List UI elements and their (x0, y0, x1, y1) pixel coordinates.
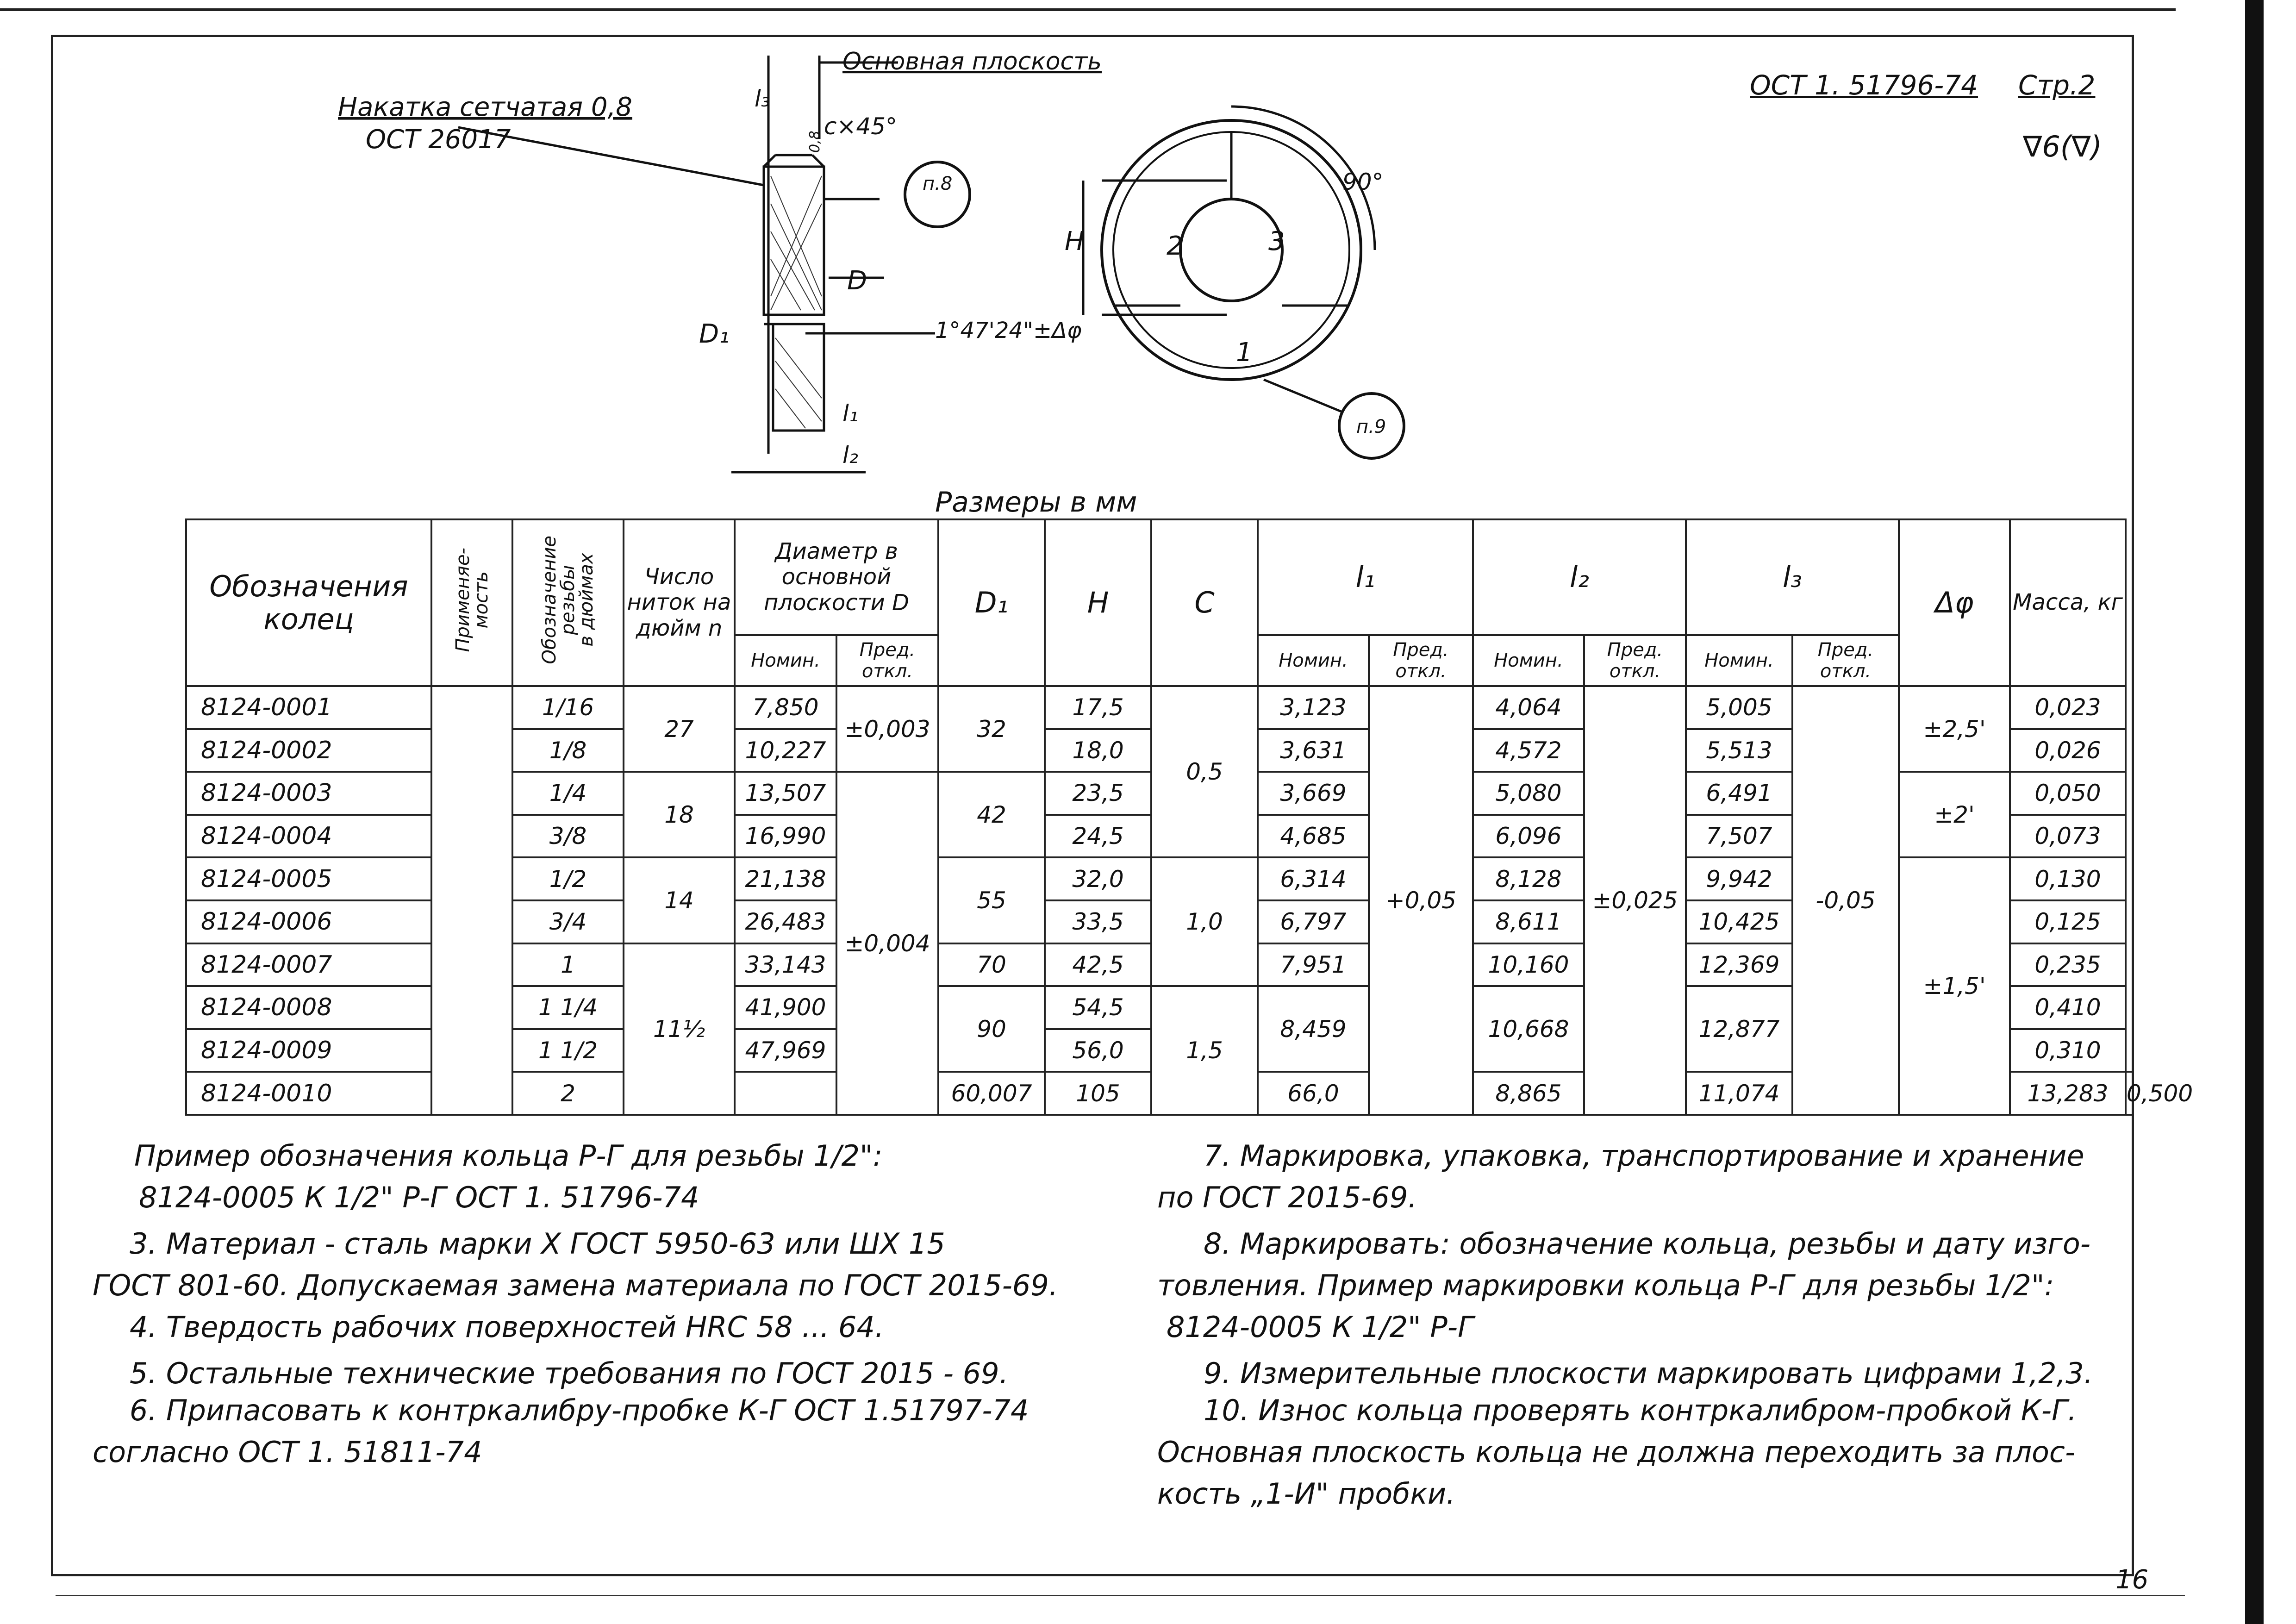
ring-code: 8124-0004 (186, 815, 431, 858)
D-nominal: 60,007 (938, 1072, 1045, 1115)
thread-size: 1 1/4 (512, 986, 624, 1029)
D-nominal: 7,850 (735, 686, 836, 729)
mass: 0,310 (2010, 1029, 2126, 1072)
l1-nominal: 3,669 (1258, 772, 1369, 815)
header-l2-tolerance: Пред. откл. (1584, 635, 1686, 686)
table-row (186, 686, 2133, 729)
header-diameter-D: Диаметр в основной плоскости D (735, 519, 938, 635)
note-6-line-2: согласно ОСТ 1. 51811-74 (93, 1435, 482, 1469)
l2-nominal: 4,064 (1473, 686, 1584, 729)
sector-1: 1 (1236, 337, 1253, 368)
H-value: 32,0 (1045, 857, 1151, 900)
l1-nominal: 6,314 (1258, 857, 1369, 900)
mass: 0,410 (2010, 986, 2126, 1029)
ring-code: 8124-0006 (186, 900, 431, 943)
mass: 0,235 (2010, 943, 2126, 987)
delta-phi: ±1,5' (1899, 857, 2010, 1115)
note-8-line-2: товления. Пример маркировки кольца Р-Г для резьбы 1/2": (1157, 1268, 2054, 1302)
header-l1: l₁ (1258, 519, 1473, 635)
l2-nominal: 10,668 (1473, 986, 1584, 1072)
document-code: ОСТ 1. 51796-74 (1750, 69, 1978, 101)
header-C: C (1151, 519, 1258, 686)
l1-nominal: 3,631 (1258, 729, 1369, 772)
header-thread-inch: Обозначение резьбы в дюймах (512, 519, 624, 686)
header-D1: D₁ (938, 519, 1045, 686)
H-value: 24,5 (1045, 815, 1151, 858)
threads-per-inch: 27 (624, 686, 735, 772)
mass: 0,050 (2010, 772, 2126, 815)
D-tolerance: ±0,004 (836, 772, 938, 1115)
l3-nominal: 9,942 (1686, 857, 1792, 900)
note-10-line-1: 10. Износ кольца проверять контркалибром-пробкой К-Г. (1204, 1393, 2077, 1427)
thread-size: 1/4 (512, 772, 624, 815)
header-delta-phi: Δφ (1899, 519, 2010, 686)
main-plane-label: Основная плоскость (842, 48, 1102, 75)
note-8-line-1: 8. Маркировать: обозначение кольца, резьбы и дату изго- (1204, 1227, 2091, 1261)
H-value: 42,5 (1045, 943, 1151, 987)
mass: 0,073 (2010, 815, 2126, 858)
dim-D1: D₁ (699, 319, 730, 349)
mass: 0,130 (2010, 857, 2126, 900)
thread-size: 1/16 (512, 686, 624, 729)
dim-l2: l₂ (842, 442, 858, 468)
l1-nominal: 8,865 (1473, 1072, 1584, 1115)
mass: 0,125 (2010, 900, 2126, 943)
H-value: 56,0 (1045, 1029, 1151, 1072)
thread-size: 1/2 (512, 857, 624, 900)
table-caption: Размеры в мм (935, 486, 1137, 518)
note-8-line-3: 8124-0005 К 1/2" Р-Г (1167, 1310, 1474, 1344)
l3-nominal: 5,005 (1686, 686, 1792, 729)
D1-value: 105 (1045, 1072, 1151, 1115)
D1-value: 55 (938, 857, 1045, 943)
roughness-08: 0,8 (807, 131, 823, 153)
H-value: 54,5 (1045, 986, 1151, 1029)
l1-tolerance: +0,05 (1369, 686, 1473, 1115)
note-7-line-2: по ГОСТ 2015-69. (1157, 1181, 1417, 1214)
l3-nominal: 7,507 (1686, 815, 1792, 858)
dim-l1: l₁ (842, 400, 858, 427)
header-l1-tolerance: Пред. откл. (1369, 635, 1473, 686)
D1-value: 90 (938, 986, 1045, 1072)
mass: 0,023 (2010, 686, 2126, 729)
D-nominal: 41,900 (735, 986, 836, 1029)
threads-per-inch: 11½ (624, 943, 735, 1115)
l3-nominal: 12,369 (1686, 943, 1792, 987)
ring-code: 8124-0005 (186, 857, 431, 900)
D-nominal: 21,138 (735, 857, 836, 900)
angle-90: 90° (1342, 169, 1384, 195)
note-6-line-1: 6. Припасовать к контркалибру-пробке К-Г ОСТ 1.51797-74 (130, 1393, 1029, 1427)
note-5: 5. Остальные технические требования по ГОСТ 2015 - 69. (130, 1356, 1009, 1390)
l2-nominal: 4,572 (1473, 729, 1584, 772)
ring-code: 8124-0001 (186, 686, 431, 729)
l2-nominal: 6,096 (1473, 815, 1584, 858)
D-tolerance: ±0,003 (836, 686, 938, 772)
l1-nominal: 4,685 (1258, 815, 1369, 858)
l3-nominal: 6,491 (1686, 772, 1792, 815)
l3-nominal: 13,283 (2010, 1072, 2126, 1115)
scan-edge-bar (2245, 0, 2264, 1624)
mass: 0,026 (2010, 729, 2126, 772)
header-D-nominal: Номин. (735, 635, 836, 686)
threads-per-inch: 14 (624, 857, 735, 943)
dim-D: D (847, 266, 867, 296)
thread-size: 1 1/2 (512, 1029, 624, 1072)
header-D-tolerance: Пред. откл. (836, 635, 938, 686)
header-designation: Обозначения колец (186, 519, 431, 686)
D1-value: 32 (938, 686, 1045, 772)
l2-nominal: 8,611 (1473, 900, 1584, 943)
note-9: 9. Измерительные плоскости маркировать цифрами 1,2,3. (1204, 1356, 2093, 1390)
D-nominal: 13,507 (735, 772, 836, 815)
threads-per-inch: 18 (624, 772, 735, 857)
page-number: 16 (2115, 1565, 2149, 1595)
bottom-edge-line (56, 1595, 2185, 1596)
roughness-symbol: ∇6(∇) (2023, 130, 2102, 163)
header-l3-tolerance: Пред. откл. (1792, 635, 1899, 686)
D1-value: 42 (938, 772, 1045, 857)
D1-value: 70 (938, 943, 1045, 987)
l2-tolerance: ±0,025 (1584, 686, 1686, 1115)
header-applicability: Применяе- мость (431, 519, 512, 686)
thread-size: 1 (512, 943, 624, 987)
header-l1-nominal: Номин. (1258, 635, 1369, 686)
note-3-line-2: ГОСТ 801-60. Допускаемая замена материала по ГОСТ 2015-69. (93, 1268, 1058, 1302)
header-l2-nominal: Номин. (1473, 635, 1584, 686)
delta-phi: ±2' (1899, 772, 2010, 857)
thread-size: 3/8 (512, 815, 624, 858)
header-l3-nominal: Номин. (1686, 635, 1792, 686)
l1-nominal: 6,797 (1258, 900, 1369, 943)
l2-nominal: 11,074 (1686, 1072, 1792, 1115)
l3-tolerance: -0,05 (1792, 686, 1899, 1115)
D-nominal: 33,143 (735, 943, 836, 987)
knurl-label: Накатка сетчатая 0,8 (338, 92, 632, 122)
thread-size: 3/4 (512, 900, 624, 943)
l3-nominal: 12,877 (1686, 986, 1792, 1072)
l3-nominal: 10,425 (1686, 900, 1792, 943)
dim-l3: l₃ (755, 85, 770, 112)
ring-code: 8124-0007 (186, 943, 431, 987)
l2-nominal: 5,080 (1473, 772, 1584, 815)
D-nominal: 16,990 (735, 815, 836, 858)
ring-code: 8124-0009 (186, 1029, 431, 1072)
header-H: H (1045, 519, 1151, 686)
ring-code: 8124-0002 (186, 729, 431, 772)
top-edge-line (0, 8, 2176, 11)
D-nominal: 26,483 (735, 900, 836, 943)
H-value: 33,5 (1045, 900, 1151, 943)
mass: 0,500 (2126, 1072, 2133, 1115)
thread-size: 1/8 (512, 729, 624, 772)
H-value: 23,5 (1045, 772, 1151, 815)
sector-2: 2 (1167, 231, 1183, 261)
example-title: Пример обозначения кольца Р-Г для резьбы 1/2": (134, 1139, 883, 1173)
gauge-spec-table (185, 518, 2193, 1116)
header-threads-per-inch: Число ниток на дюйм n (624, 519, 735, 686)
C-value: 1,5 (1151, 986, 1258, 1115)
chamfer-label: с×45° (824, 113, 898, 140)
angle-tolerance-label: 1°47'24"±Δφ (935, 318, 1082, 344)
ref-note-9: п.9 (1356, 416, 1386, 437)
C-value: 0,5 (1151, 686, 1258, 857)
ring-gauge-drawing (296, 37, 1500, 491)
threads-per-inch-empty (735, 1072, 836, 1115)
note-10-line-3: кость „1-И" пробки. (1157, 1477, 1455, 1511)
header-l3: l₃ (1686, 519, 1899, 635)
H-value: 66,0 (1258, 1072, 1369, 1115)
D-nominal: 10,227 (735, 729, 836, 772)
ref-note-8: п.8 (923, 173, 953, 194)
header-mass: Масса, кг (2010, 519, 2126, 686)
note-7-line-1: 7. Маркировка, упаковка, транспортирование и хранение (1204, 1139, 2084, 1173)
note-10-line-2: Основная плоскость кольца не должна переходить за плос- (1157, 1435, 2076, 1469)
l2-nominal: 10,160 (1473, 943, 1584, 987)
H-value: 18,0 (1045, 729, 1151, 772)
sector-3: 3 (1268, 226, 1285, 256)
note-4: 4. Твердость рабочих поверхностей HRC 58 ... 64. (130, 1310, 884, 1344)
delta-phi: ±2,5' (1899, 686, 2010, 772)
D-nominal: 47,969 (735, 1029, 836, 1072)
dim-H: H (1065, 226, 1085, 256)
thread-size: 2 (512, 1072, 624, 1115)
l3-nominal: 5,513 (1686, 729, 1792, 772)
ring-code: 8124-0003 (186, 772, 431, 815)
note-3-line-1: 3. Материал - сталь марки Х ГОСТ 5950-63 или ШХ 15 (130, 1227, 945, 1261)
header-l2: l₂ (1473, 519, 1686, 635)
ring-code: 8124-0008 (186, 986, 431, 1029)
l1-nominal: 8,459 (1258, 986, 1369, 1072)
C-value: 1,0 (1151, 857, 1258, 986)
H-value: 17,5 (1045, 686, 1151, 729)
knurl-standard: ОСТ 26017 (366, 125, 511, 155)
l1-nominal: 7,951 (1258, 943, 1369, 987)
l2-nominal: 8,128 (1473, 857, 1584, 900)
applicability-cell (431, 686, 512, 1115)
ring-code: 8124-0010 (186, 1072, 431, 1115)
page-label: Стр.2 (2018, 69, 2096, 101)
l1-nominal: 3,123 (1258, 686, 1369, 729)
example-code: 8124-0005 К 1/2" Р-Г ОСТ 1. 51796-74 (139, 1181, 699, 1214)
